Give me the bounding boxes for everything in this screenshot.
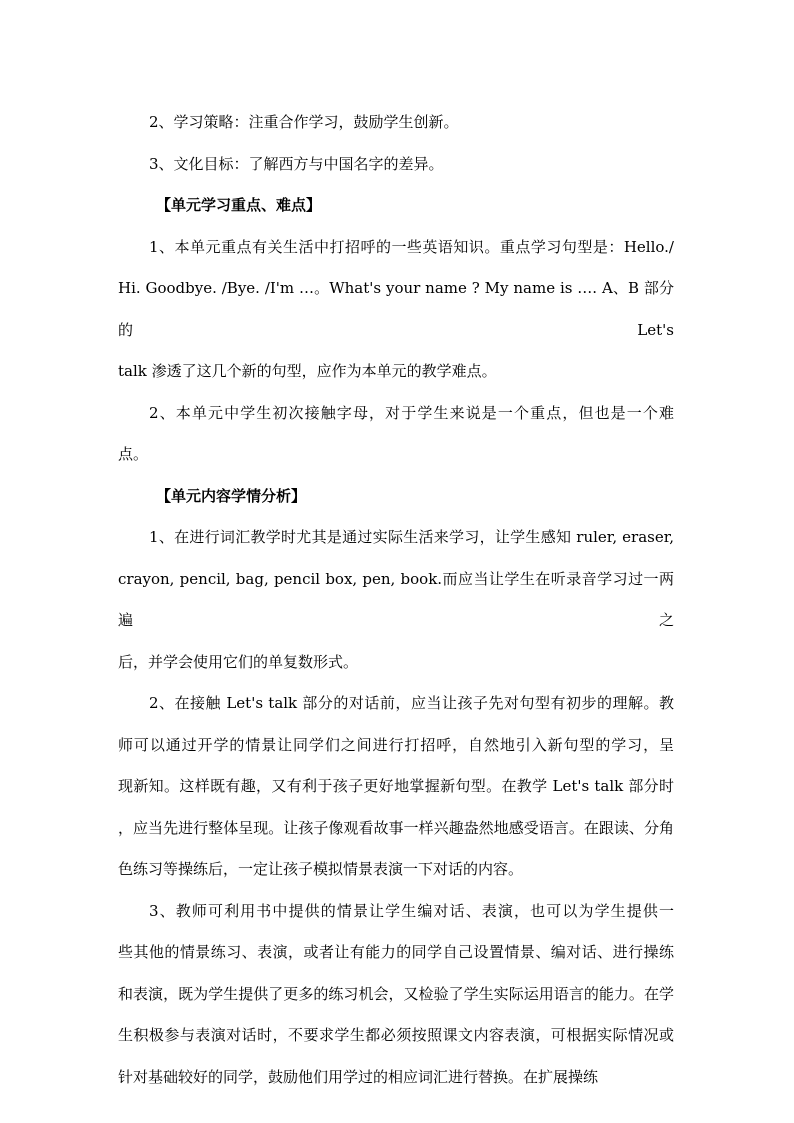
key-points-para2-line2: 点。 bbox=[118, 445, 149, 463]
analysis-para2-line2: 师可以通过开学的情景让同学们之间进行打招呼，自然地引入新句型的学习，呈 bbox=[118, 735, 674, 754]
key-points-para2-line1: 2、本单元中学生初次接触字母，对于学生来说是一个重点，但也是一个难 bbox=[149, 403, 674, 422]
key-points-para1-line2: Hi. Goodbye. /Bye. /I'm …。What's your name ? My name is …. A、B 部分的 Let's bbox=[118, 279, 674, 339]
key-points-para1-line1: 1、本单元重点有关生活中打招呼的一些英语知识。重点学习句型是：Hello./ bbox=[149, 237, 674, 256]
analysis-para2-line5: 色练习等操练后，一定让孩子模拟情景表演一下对话的内容。 bbox=[118, 860, 524, 878]
section-heading-key-points: 【单元学习重点、难点】 bbox=[156, 196, 322, 214]
analysis-para1-line2: crayon, pencil, bag, pencil box, pen, book.而应当让学生在听录音学习过一两遍之 bbox=[118, 569, 674, 629]
key-points-para1-line3: talk 渗透了这几个新的句型，应作为本单元的教学难点。 bbox=[118, 362, 497, 380]
analysis-para3-line5: 针对基础较好的同学，鼓励他们用学过的相应词汇进行替换。在扩展操练 bbox=[118, 1067, 599, 1086]
analysis-para3-line3: 和表演，既为学生提供了更多的练习机会，又检验了学生实际运用语言的能力。在学 bbox=[118, 984, 674, 1003]
section-heading-analysis: 【单元内容学情分析】 bbox=[156, 486, 307, 505]
analysis-para3-line2: 些其他的情景练习、表演，或者让有能力的同学自己设置情景、编对话、进行操练 bbox=[118, 943, 674, 961]
analysis-para3-line4: 生积极参与表演对话时，不要求学生都必须按照课文内容表演，可根据实际情况或 bbox=[118, 1026, 674, 1044]
analysis-para1-line1: 1、在进行词汇教学时尤其是通过实际生活来学习，让学生感知 ruler, eraser, bbox=[149, 528, 674, 546]
analysis-para1-line3: 后，并学会使用它们的单复数形式。 bbox=[118, 652, 359, 671]
analysis-para2-line3: 现新知。这样既有趣，又有利于孩子更好地掌握新句型。在教学 Let's talk 部分时 bbox=[118, 777, 674, 795]
paragraph-learning-strategy: 2、学习策略：注重合作学习，鼓励学生创新。 bbox=[149, 113, 459, 131]
paragraph-culture-goal: 3、文化目标：了解西方与中国名字的差异。 bbox=[149, 154, 444, 173]
analysis-para2-line4: ，应当先进行整体呈现。让孩子像观看故事一样兴趣盎然地感受语言。在跟读、分角 bbox=[118, 818, 674, 837]
analysis-para3-line1: 3、教师可利用书中提供的情景让学生编对话、表演，也可以为学生提供一 bbox=[149, 901, 674, 920]
analysis-para2-line1: 2、在接触 Let's talk 部分的对话前，应当让孩子先对句型有初步的理解。教 bbox=[149, 694, 674, 712]
